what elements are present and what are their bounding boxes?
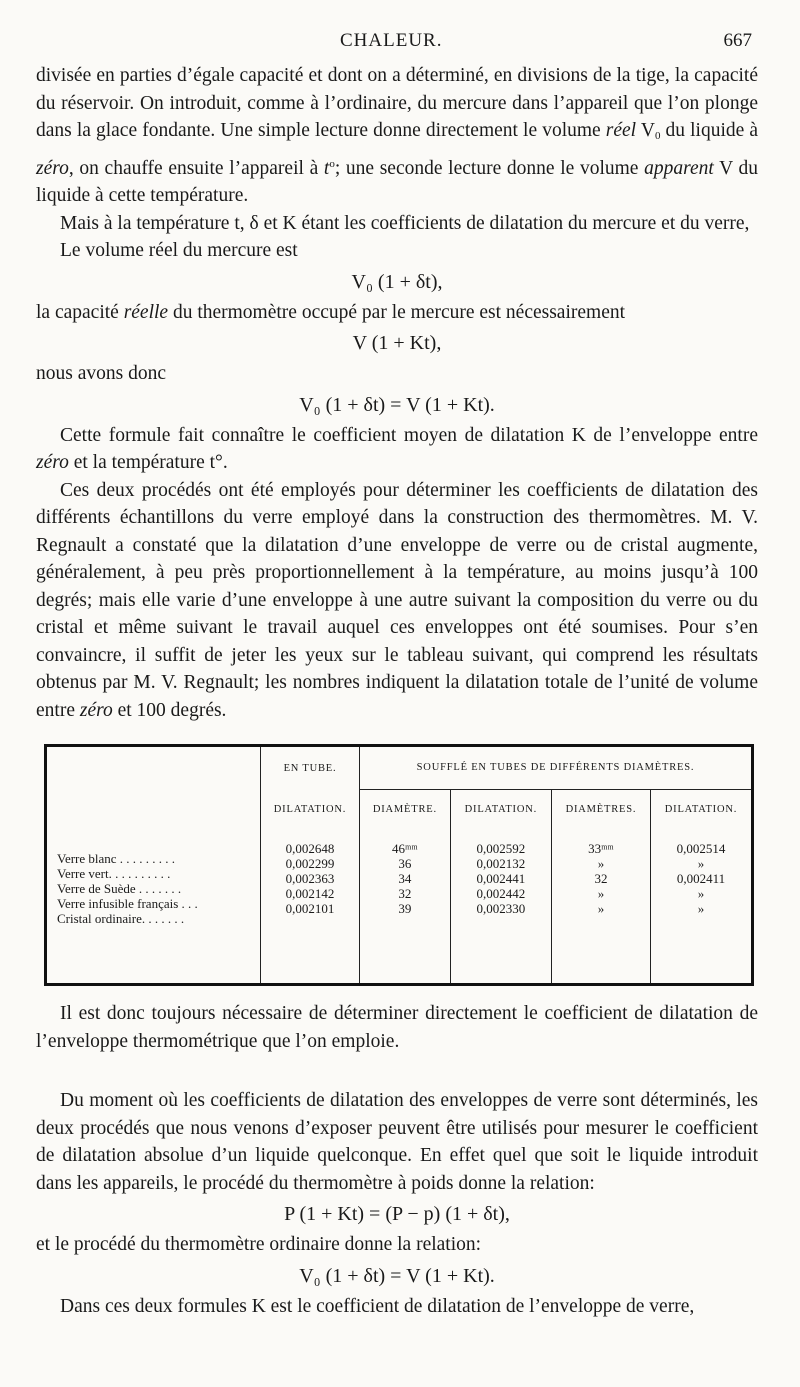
header-souffle: SOUFFLÉ EN TUBES DE DIFFÉRENTS DIAMÈTRES. — [360, 747, 752, 789]
dilatation-3-column — [650, 829, 751, 983]
value-cell: 0,002101 — [285, 901, 335, 916]
value-cell: » — [597, 886, 605, 901]
value-cell: 33ᵐᵐ — [588, 841, 614, 856]
formula-3: V₀ (1 + δt) = V (1 + Kt). — [299, 393, 495, 416]
paragraph-relation: et le procédé du thermomètre ordinaire donne la relation: — [36, 1234, 482, 1255]
header-dilatation-2: DILATATION. — [450, 789, 551, 829]
paragraph-capacite: la capacité réelle du thermomètre occupé par le mercure est nécessairement — [36, 301, 626, 323]
paragraph-procedes: Ces deux procédés ont été employés pour déterminer les coefficients de dilatation des différents échantillons du verre employé dans la construction des thermomètres. M. V. Regnault a constaté que la dilatation d’une enveloppe de verre ou de cristal augmente, généralement, à peu près proportionnellement à la température, au moins jusqu’à 100 degrés; mais elle varie d’une enveloppe à une autre suivant la composition du verre ou du cristal et même suivant le travail auquel ces enveloppes ont été soumises. Pour s’en convaincre, il suffit de jeter les yeux sur le tableau suivant, qui comprend les résultats obtenus par M. V. Regnault; les nombres indiquent la dilatation totale de l’unité de volume entre zéro et 100 degrés. — [36, 479, 758, 721]
material-row: Verre vert. . . . . . . . . . — [57, 866, 171, 881]
header-blank — [47, 789, 261, 829]
value-cell: » — [697, 886, 705, 901]
header-diametres: DIAMÈTRES. — [551, 789, 650, 829]
value-cell: 0,002441 — [476, 871, 526, 886]
value-cell: 0,002648 — [285, 841, 335, 856]
value-cell: 0,002411 — [676, 871, 726, 886]
value-cell: 0,002514 — [676, 841, 726, 856]
page-header — [40, 30, 760, 56]
material-row: Verre de Suède . . . . . . . — [57, 881, 182, 896]
page-number: 667 — [723, 30, 752, 51]
dilatation-table — [44, 744, 754, 986]
paragraph-necessaire: Il est donc toujours nécessaire de déterminer directement le coefficient de dilatation de l’enveloppe thermométrique que l’on emploie. — [36, 1003, 758, 1052]
value-cell: 32 — [594, 871, 608, 886]
material-row: Verre infusible français . . . — [57, 896, 198, 911]
lower-text-1 — [36, 1000, 758, 1055]
upper-text — [36, 62, 758, 724]
value-cell: » — [697, 856, 705, 871]
paragraph-coefficients: Du moment où les coefficients de dilatation des enveloppes de verre sont déterminés, les deux procédés que nous venons d’exposer peuvent être utilisés pour mesurer le coefficient de dilatation absolue d’un liquide quelconque. En effet quel que soit le liquide introduit dans les appareils, le procédé du thermomètre à poids donne la relation: — [36, 1090, 758, 1194]
material-row: Verre blanc . . . . . . . . . — [57, 851, 176, 866]
lower-text-2 — [36, 1087, 758, 1320]
paragraph-intro: divisée en parties d’égale capacité et dont on a déterminé, en divisions de la tige, la capacité du réservoir. On introduit, comme à l’ordinaire, du mercure dans l’appareil que l’on plonge dans la glace fondante. Une simple lecture donne directement le volume réel $V_0$ du liquide à zéro, on chauffe ensuite l’appareil à $t^o$; une seconde lecture donne le volume apparent V du liquide à cette température. — [36, 65, 759, 206]
paragraph-donc: nous avons donc — [36, 363, 166, 384]
materials-column — [47, 829, 261, 983]
value-cell: 36 — [398, 856, 412, 871]
paragraph-formule: Cette formule fait connaître le coefficient moyen de dilatation K de l’enveloppe entre zéro et la température t°. — [36, 424, 758, 473]
header-en-tube: EN TUBE. — [261, 747, 360, 789]
tube-column — [261, 829, 360, 983]
formula-4: P (1 + Kt) = (P − p) (1 + δt), — [284, 1203, 510, 1225]
formula-5: V₀ (1 + δt) = V (1 + Kt). — [299, 1264, 495, 1287]
formula-1: V₀ (1 + δt), — [351, 270, 443, 293]
value-cell: 34 — [398, 871, 412, 886]
value-cell: 32 — [398, 886, 412, 901]
value-cell: 0,002132 — [476, 856, 526, 871]
diametres-column — [551, 829, 650, 983]
dilatation-2-column — [450, 829, 551, 983]
value-cell: 46ᵐᵐ — [392, 841, 418, 856]
value-cell: 0,002330 — [476, 901, 526, 916]
value-cell: 0,002142 — [285, 886, 335, 901]
header-dilatation-tube: DILATATION. — [261, 789, 360, 829]
value-cell: » — [597, 901, 605, 916]
formula-2: V (1 + Kt), — [352, 332, 442, 354]
value-cell: » — [697, 901, 705, 916]
diametre-column — [360, 829, 451, 983]
paragraph-volume-reel: Le volume réel du mercure est — [60, 240, 298, 261]
value-cell: 39 — [398, 901, 412, 916]
value-cell: 0,002363 — [285, 871, 335, 886]
value-cell: 0,002299 — [285, 856, 335, 871]
paragraph-temperature: Mais à la température t, δ et K étant les coefficients de dilatation du mercure et du verre, — [60, 212, 750, 234]
paragraph-formules: Dans ces deux formules K est le coefficient de dilatation de l’enveloppe de verre, — [60, 1295, 695, 1317]
table-corner — [47, 747, 261, 789]
value-cell: 0,002442 — [476, 886, 526, 901]
value-cell: 0,002592 — [476, 841, 526, 856]
value-cell: » — [597, 856, 605, 871]
running-title: CHALEUR. — [340, 30, 443, 51]
material-row: Cristal ordinaire. . . . . . . — [57, 911, 185, 926]
header-dilatation-3: DILATATION. — [650, 789, 751, 829]
header-diametre: DIAMÈTRE. — [360, 789, 451, 829]
